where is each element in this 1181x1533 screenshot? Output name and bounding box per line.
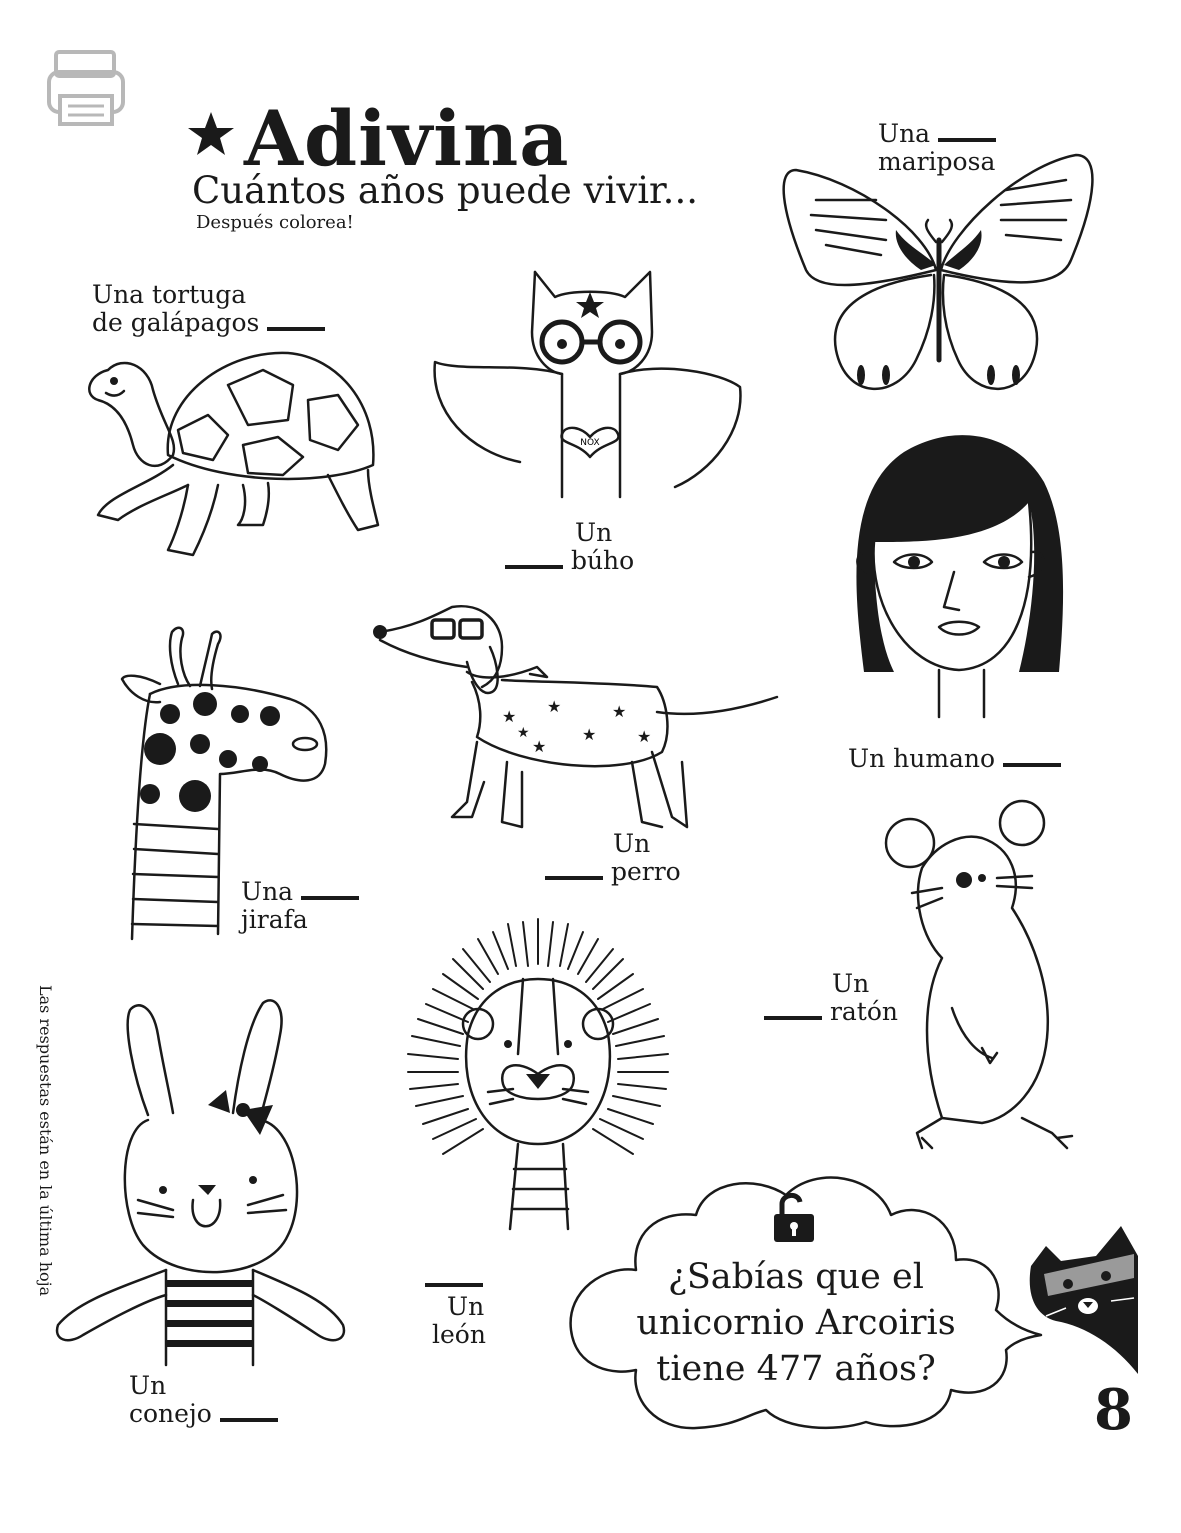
answers-note: Las respuestas están en la última hoja xyxy=(36,985,55,1297)
owl-illustration xyxy=(430,262,750,502)
answer-blank[interactable] xyxy=(545,876,603,880)
butterfly-label: Una mariposa xyxy=(878,119,996,176)
svg-text:★: ★ xyxy=(517,725,530,741)
answer-blank[interactable] xyxy=(220,1418,278,1422)
page-subtitle: Cuántos años puede vivir... xyxy=(192,169,698,212)
answer-blank[interactable] xyxy=(425,1283,483,1287)
svg-text:★: ★ xyxy=(582,725,597,744)
page-title: Adivina xyxy=(244,94,570,183)
instruction-text: Después colorea! xyxy=(196,212,354,233)
svg-text:★: ★ xyxy=(637,727,652,746)
rabbit-label: Un conejo xyxy=(129,1372,278,1428)
star-icon xyxy=(186,110,236,158)
answer-blank[interactable] xyxy=(1003,763,1061,767)
printer-icon[interactable] xyxy=(46,48,126,128)
dog-illustration xyxy=(372,602,792,842)
answer-blank[interactable] xyxy=(505,565,563,569)
mouse-label: Un ratón xyxy=(764,970,898,1026)
giraffe-label: Una jirafa xyxy=(241,878,359,934)
tortoise-illustration xyxy=(78,345,388,565)
butterfly-illustration xyxy=(776,150,1106,410)
lion-label: Un león xyxy=(425,1265,486,1349)
fun-fact: ¿Sabías que el unicornio Arcoiris tiene 477 años? xyxy=(636,1257,956,1389)
human-illustration xyxy=(844,432,1074,722)
svg-text:★: ★ xyxy=(612,702,627,721)
tortoise-label: Una tortuga de galápagos xyxy=(92,281,325,337)
unlocked-padlock-icon xyxy=(772,1190,816,1244)
human-label: Un humano xyxy=(848,745,1061,773)
answer-blank[interactable] xyxy=(267,327,325,331)
rabbit-illustration xyxy=(48,995,358,1375)
answer-blank[interactable] xyxy=(301,896,359,900)
dog-label: Un perro xyxy=(545,830,681,886)
svg-text:★: ★ xyxy=(532,737,547,756)
owl-label: Un búho xyxy=(505,519,634,575)
answer-blank[interactable] xyxy=(938,138,996,142)
svg-text:★: ★ xyxy=(547,697,562,716)
answer-blank[interactable] xyxy=(764,1016,822,1020)
mouse-illustration xyxy=(882,798,1082,1168)
page-number: 8 xyxy=(1094,1377,1133,1443)
svg-text:★: ★ xyxy=(502,707,517,726)
heart-text: NOX xyxy=(580,438,600,448)
masked-cat-icon xyxy=(1026,1226,1141,1376)
